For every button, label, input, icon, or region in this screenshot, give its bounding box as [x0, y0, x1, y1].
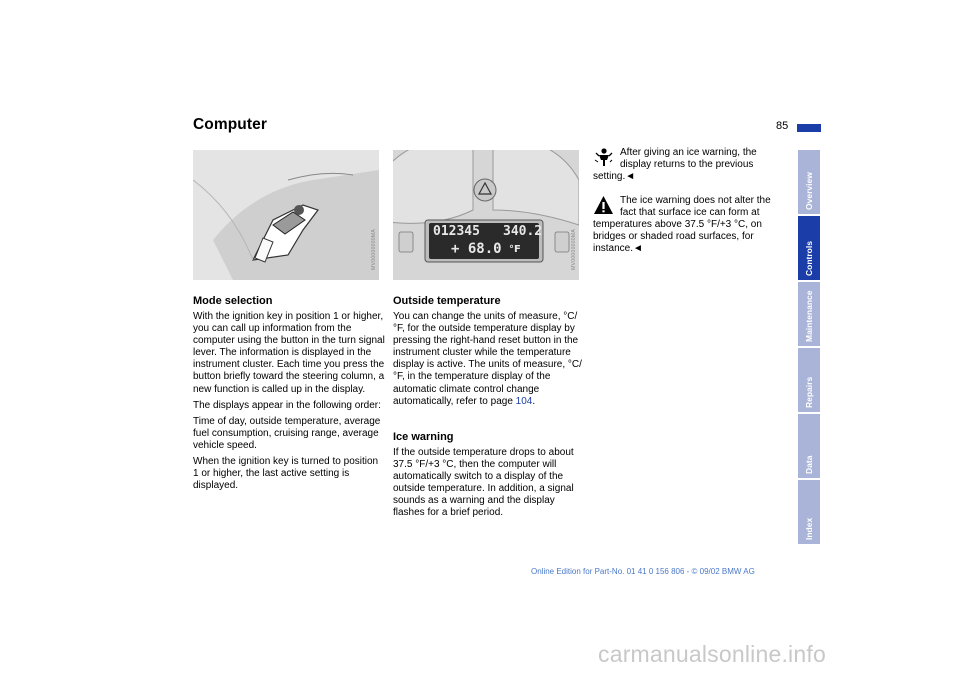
warning-triangle-icon: [593, 195, 614, 215]
note-text: After giving an ice warning, the display returns to the previous setting.◄: [593, 147, 757, 183]
sidebar-tab-index[interactable]: [798, 480, 820, 544]
image-code: MV00000000MA: [371, 229, 377, 270]
punctuation: .: [532, 395, 536, 407]
page-number: 85: [776, 120, 789, 132]
paragraph: With the ignition key in position 1 or higher, you can call up information from the computer using the button in the turn signal lever. The information is displayed in the instrument cluster. Each time you press the button briefly toward the steering column, a new function is called up in the display.: [193, 311, 385, 395]
image-code: MV00000000MA: [571, 229, 577, 270]
footer-edition-text: Online Edition for Part-No. 01 41 0 156 806 - © 09/02 BMW AG: [531, 567, 755, 576]
display-odometer: 012345: [433, 224, 480, 239]
sidebar-tab-label: Index: [804, 517, 814, 540]
page-title: Computer: [193, 116, 267, 133]
sidebar-tab-label: Controls: [804, 241, 814, 276]
instrument-display-photo: [393, 150, 579, 280]
person-info-icon: [593, 147, 614, 167]
mode-selection-text: [193, 311, 385, 496]
ice-warning-heading: Ice warning: [393, 431, 454, 443]
outside-temperature-heading: Outside temperature: [393, 295, 501, 307]
outside-temperature-text: [393, 311, 585, 412]
sidebar-tab-repairs[interactable]: [798, 348, 820, 412]
sidebar-tab-maintenance[interactable]: [798, 282, 820, 346]
sidebar-tab-overview[interactable]: [798, 150, 820, 214]
display-temperature: + 68.0: [451, 241, 502, 257]
turn-signal-lever-photo: [193, 150, 379, 280]
paragraph: Time of day, outside temperature, average fuel consumption, cruising range, average vehicle speed.: [193, 415, 381, 451]
display-unit: °F: [509, 244, 521, 255]
page-number-tab: [797, 124, 821, 132]
sidebar-tab-label: Data: [804, 455, 814, 474]
section-sidebar: [798, 150, 820, 546]
paragraph: You can change the units of measure, °C/°F, for the outside temperature display by pressing the right-hand reset button in the instrument cluster while the temperature display is active. The units of measure, °C/°F, in the temperature display of the automatic climate control change automatically, refer to page: [393, 311, 582, 407]
page-link[interactable]: 104: [515, 395, 533, 407]
info-note: [593, 147, 787, 183]
display-trip: 340.2: [503, 224, 543, 239]
mode-selection-heading: Mode selection: [193, 295, 273, 307]
sidebar-tab-label: Repairs: [804, 376, 814, 408]
paragraph: The displays appear in the following order:: [193, 399, 381, 411]
sidebar-tab-data[interactable]: [798, 414, 820, 478]
sidebar-tab-label: Maintenance: [804, 290, 814, 342]
ice-warning-text: [393, 447, 585, 524]
sidebar-tab-controls[interactable]: [798, 216, 820, 280]
watermark-text: carmanualsonline.info: [598, 641, 826, 667]
sidebar-tab-label: Overview: [804, 172, 814, 210]
note-text: The ice warning does not alter the fact that surface ice can form at temperatures above 37.5 °F/+3 °C, on bridges or shaded road surfaces, for instance.◄: [593, 195, 771, 255]
warning-note: [593, 195, 787, 255]
paragraph: If the outside temperature drops to about 37.5 °F/+3 °C, then the computer will automatically switch to a display of the outside temperature. In addition, a signal sounds as a warning and the display flashes for a brief period.: [393, 447, 574, 519]
paragraph: When the ignition key is turned to position 1 or higher, the last active setting is displayed.: [193, 456, 379, 492]
